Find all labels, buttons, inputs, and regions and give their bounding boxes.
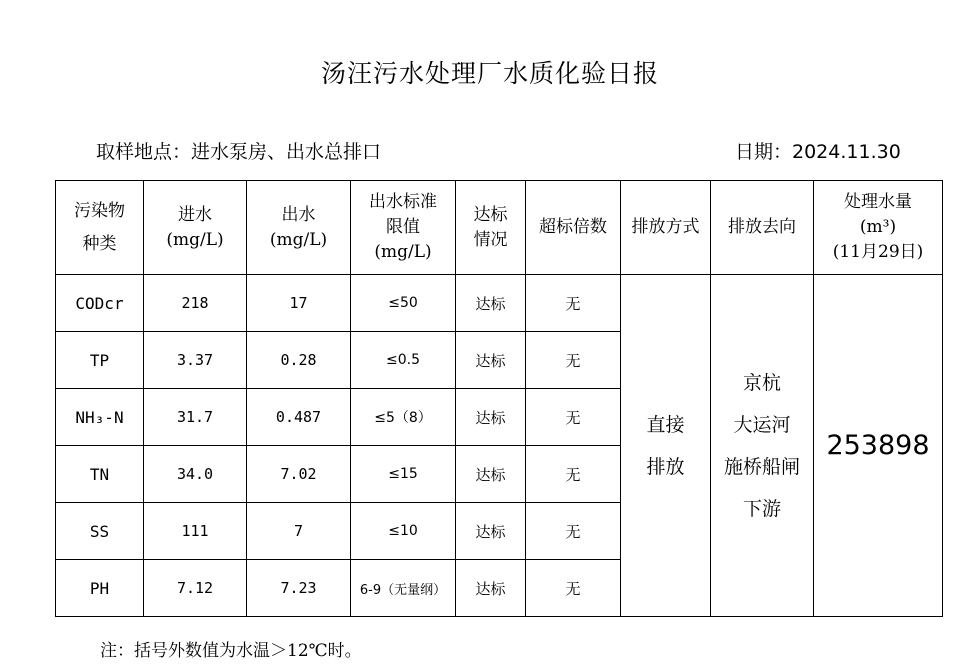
inflow-value: 31.7 xyxy=(144,389,247,446)
header-limit: 出水标准 限值 (mg/L) xyxy=(351,181,456,275)
header-outflow: 出水 (mg/L) xyxy=(247,181,351,275)
exceed-value: 无 xyxy=(526,389,621,446)
status-value: 达标 xyxy=(456,446,526,503)
table-row xyxy=(56,275,943,332)
header-row xyxy=(56,181,943,275)
header-exceed: 超标倍数 xyxy=(526,181,621,275)
exceed-value: 无 xyxy=(526,275,621,332)
status-value: 达标 xyxy=(456,560,526,617)
outflow-value: 0.487 xyxy=(247,389,351,446)
inflow-value: 3.37 xyxy=(144,332,247,389)
exceed-value: 无 xyxy=(526,503,621,560)
inflow-value: 218 xyxy=(144,275,247,332)
status-value: 达标 xyxy=(456,332,526,389)
outflow-value: 0.28 xyxy=(247,332,351,389)
pollutant-name: NH₃-N xyxy=(56,389,144,446)
discharge-destination-cell: 京杭 大运河 施桥船闸 下游 xyxy=(711,275,814,617)
treated-volume-value: 253898 xyxy=(814,275,943,617)
exceed-value: 无 xyxy=(526,332,621,389)
status-value: 达标 xyxy=(456,275,526,332)
outflow-value: 7 xyxy=(247,503,351,560)
outflow-value: 7.23 xyxy=(247,560,351,617)
limit-value: ≤50 xyxy=(351,275,456,332)
limit-value: ≤10 xyxy=(351,503,456,560)
status-value: 达标 xyxy=(456,389,526,446)
limit-value: ≤5（8） xyxy=(351,389,456,446)
footnote: 注：括号外数值为水温＞12℃时。 xyxy=(100,641,362,661)
exceed-value: 无 xyxy=(526,446,621,503)
sampling-location: 取样地点：进水泵房、出水总排口 xyxy=(96,141,382,163)
header-inflow: 进水 (mg/L) xyxy=(144,181,247,275)
header-discharge-dest: 排放去向 xyxy=(711,181,814,275)
header-pollutant: 污染物 种类 xyxy=(56,181,144,275)
pollutant-name: TP xyxy=(56,332,144,389)
status-value: 达标 xyxy=(456,503,526,560)
water-quality-table xyxy=(55,180,943,617)
pollutant-name: CODcr xyxy=(56,275,144,332)
pollutant-name: PH xyxy=(56,560,144,617)
header-status: 达标 情况 xyxy=(456,181,526,275)
report-date: 日期：2024.11.30 xyxy=(735,141,901,163)
inflow-value: 111 xyxy=(144,503,247,560)
pollutant-name: SS xyxy=(56,503,144,560)
header-volume: 处理水量 (m³) (11月29日) xyxy=(814,181,943,275)
exceed-value: 无 xyxy=(526,560,621,617)
inflow-value: 7.12 xyxy=(144,560,247,617)
outflow-value: 7.02 xyxy=(247,446,351,503)
page-title: 汤汪污水处理厂水质化验日报 xyxy=(320,59,659,88)
limit-value: ≤0.5 xyxy=(351,332,456,389)
inflow-value: 34.0 xyxy=(144,446,247,503)
discharge-method-cell: 直接 排放 xyxy=(621,275,711,617)
header-discharge-method: 排放方式 xyxy=(621,181,711,275)
outflow-value: 17 xyxy=(247,275,351,332)
limit-value: ≤15 xyxy=(351,446,456,503)
limit-value: 6-9（无量纲） xyxy=(351,560,456,617)
pollutant-name: TN xyxy=(56,446,144,503)
